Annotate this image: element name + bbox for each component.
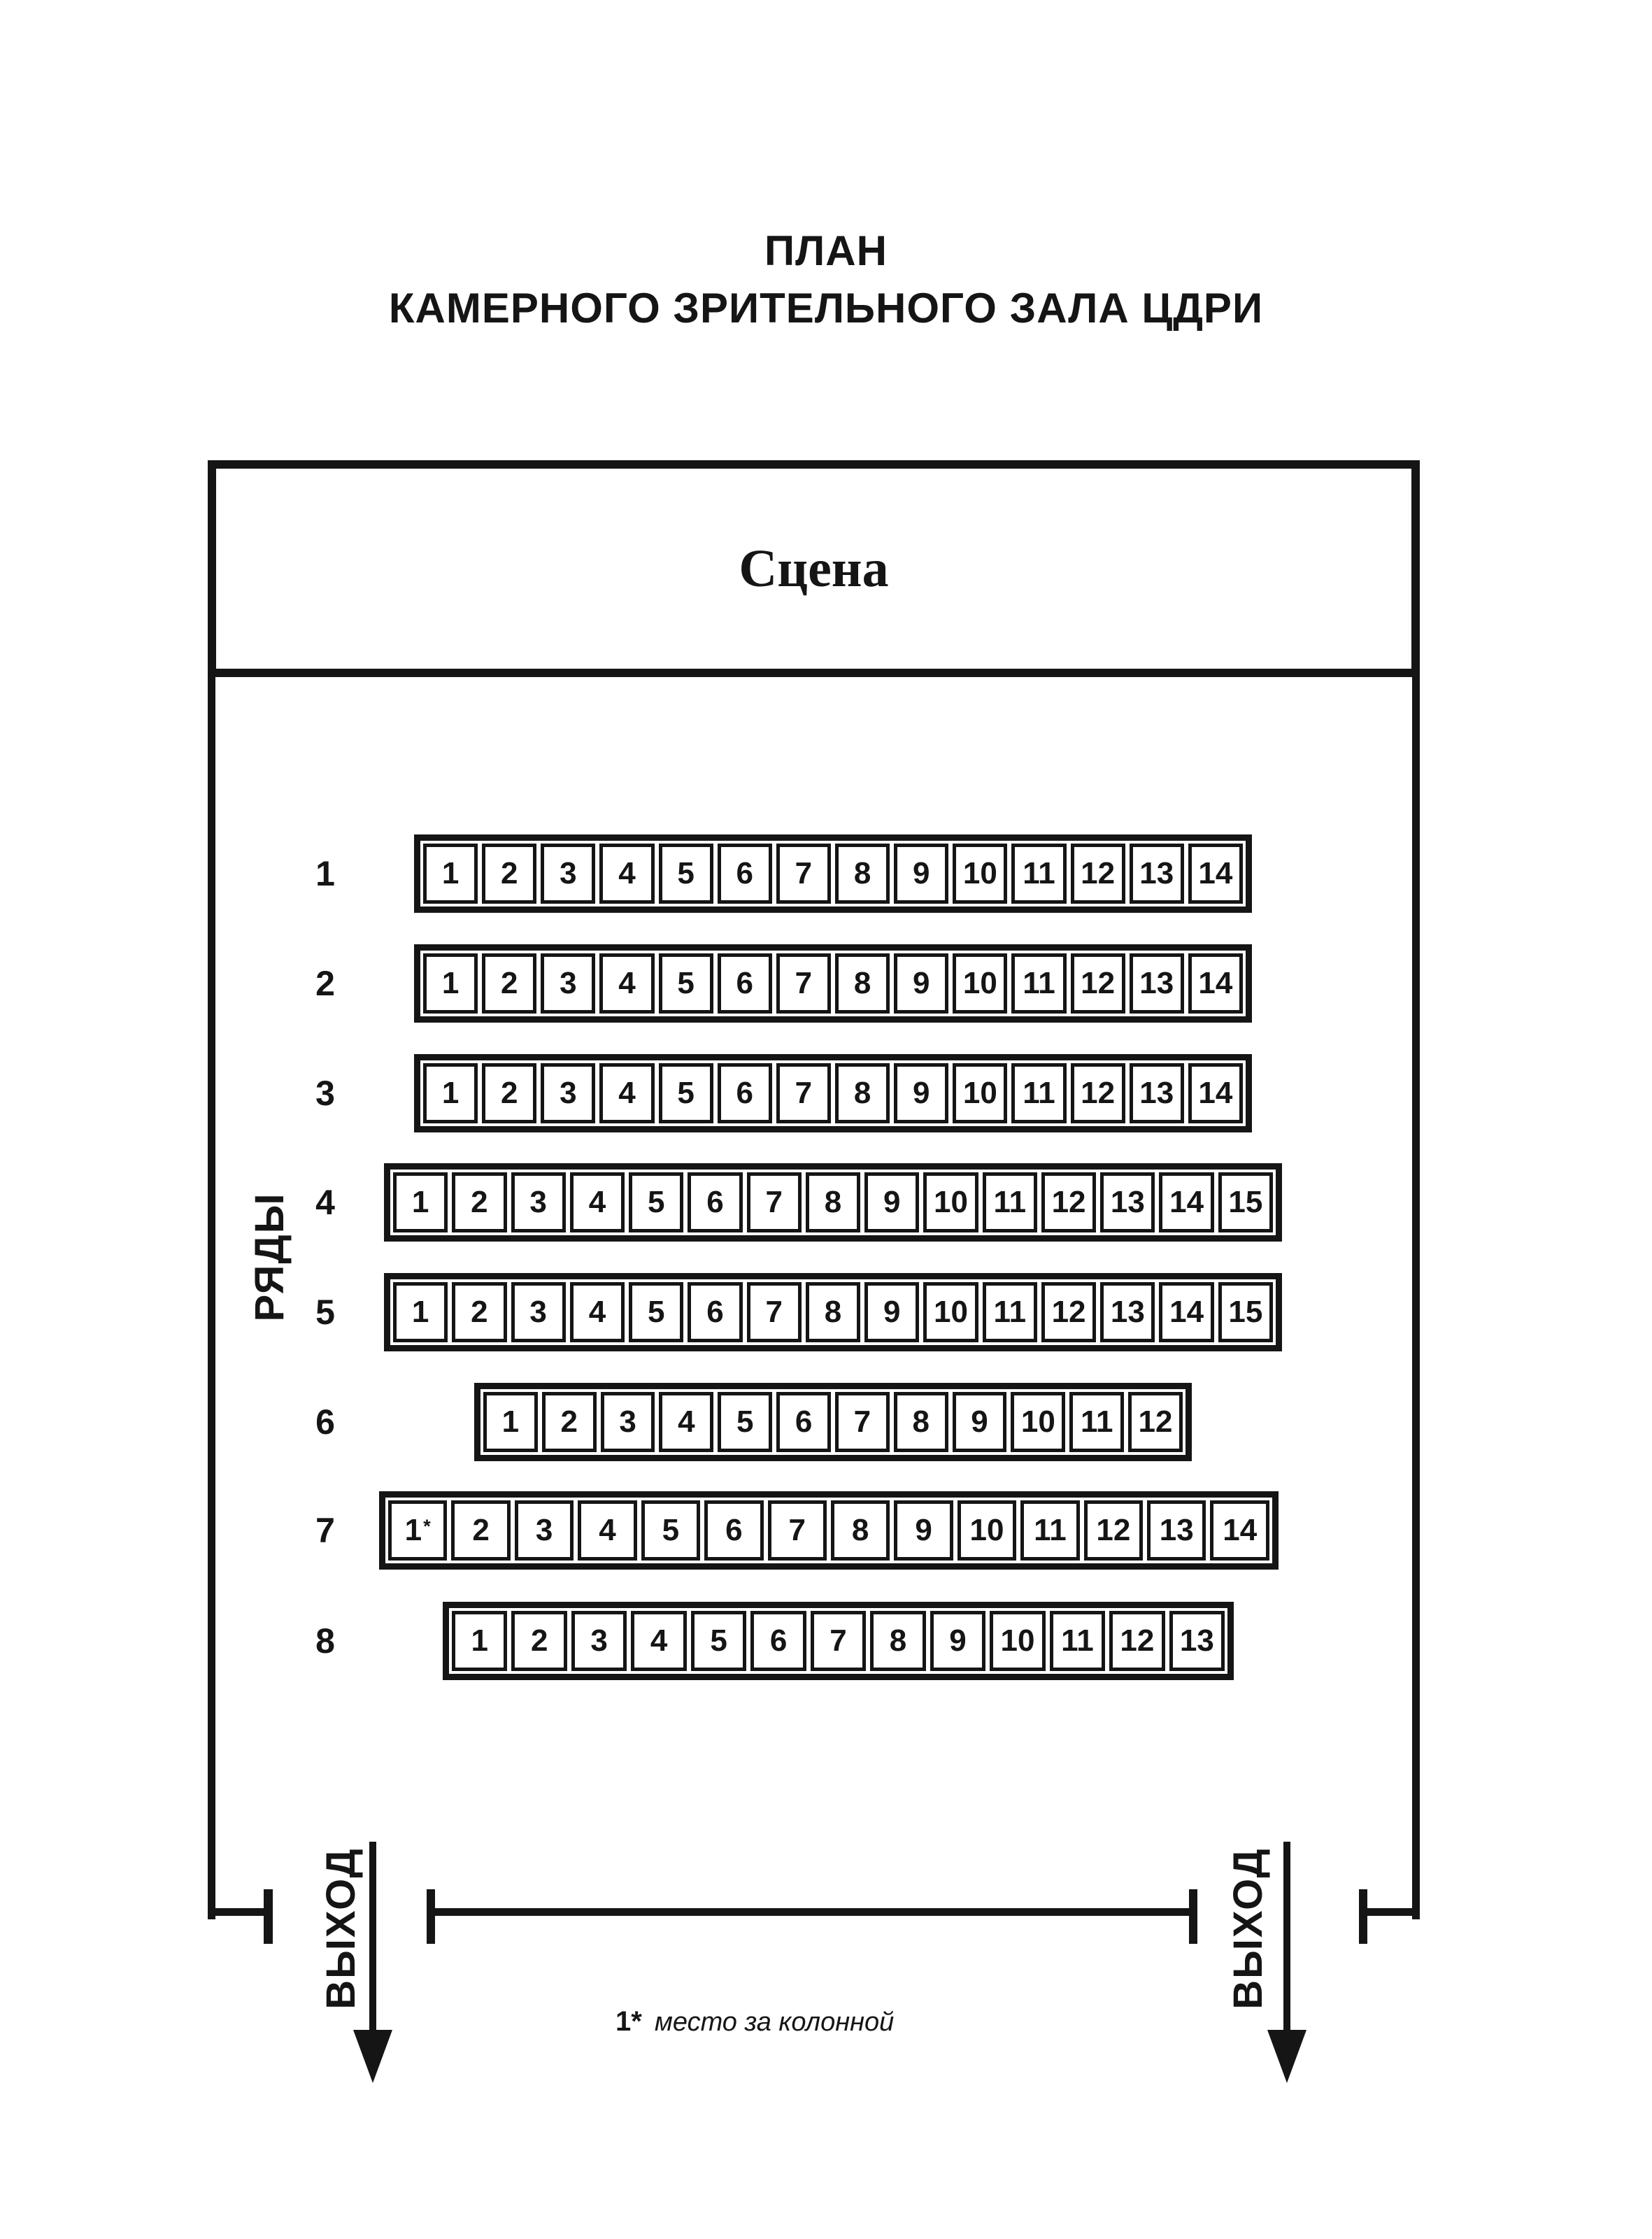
seat-2-14: 14 xyxy=(1188,953,1243,1014)
seat-6-11: 11 xyxy=(1069,1392,1124,1452)
seat-3-9: 9 xyxy=(894,1063,948,1123)
seat-row-4 xyxy=(384,1163,1282,1242)
seat-2-11: 11 xyxy=(1011,953,1066,1014)
seat-7-1: 1 * xyxy=(388,1500,447,1561)
seat-6-8: 8 xyxy=(894,1392,948,1452)
seat-4-5: 5 xyxy=(629,1172,683,1232)
seat-5-7: 7 xyxy=(747,1282,802,1342)
seat-4-1: 1 xyxy=(393,1172,448,1232)
seat-3-10: 10 xyxy=(953,1063,1007,1123)
seat-3-8: 8 xyxy=(835,1063,890,1123)
seat-1-10: 10 xyxy=(953,844,1007,904)
seat-6-9: 9 xyxy=(953,1392,1007,1452)
seat-3-5: 5 xyxy=(659,1063,713,1123)
seat-5-5: 5 xyxy=(629,1282,683,1342)
seat-7-8: 8 xyxy=(831,1500,890,1561)
seat-1-4: 4 xyxy=(599,844,654,904)
seat-7-7: 7 xyxy=(768,1500,827,1561)
seat-4-7: 7 xyxy=(747,1172,802,1232)
exit-arrow-right-shaft xyxy=(1283,1842,1290,2043)
seat-3-13: 13 xyxy=(1130,1063,1184,1123)
seat-7-2: 2 xyxy=(451,1500,510,1561)
seat-5-14: 14 xyxy=(1159,1282,1213,1342)
page-title-line2: КАМЕРНОГО ЗРИТЕЛЬНОГО ЗАЛА ЦДРИ xyxy=(388,285,1264,332)
seat-6-3: 3 xyxy=(601,1392,655,1452)
seat-row-8 xyxy=(443,1602,1234,1680)
seat-5-11: 11 xyxy=(983,1282,1037,1342)
seat-3-3: 3 xyxy=(541,1063,595,1123)
seat-6-12: 12 xyxy=(1128,1392,1183,1452)
seat-2-9: 9 xyxy=(894,953,948,1014)
rows-axis-label: РЯДЫ xyxy=(246,1192,292,1322)
hall-wall-right xyxy=(1412,677,1420,1919)
seat-2-6: 6 xyxy=(718,953,772,1014)
seat-1-11: 11 xyxy=(1011,844,1066,904)
seat-1-8: 8 xyxy=(835,844,890,904)
row-label-3: 3 xyxy=(315,1074,335,1113)
seat-5-3: 3 xyxy=(511,1282,566,1342)
seat-6-6: 6 xyxy=(776,1392,831,1452)
exit-arrow-right-down-icon xyxy=(1267,2030,1306,2083)
bottom-wall-right-segment xyxy=(1367,1908,1420,1916)
seat-1-12: 12 xyxy=(1071,844,1125,904)
page-title xyxy=(0,222,1652,337)
page-title-line1: ПЛАН xyxy=(764,227,888,274)
seat-1-1: 1 xyxy=(423,844,478,904)
seat-7-3: 3 xyxy=(515,1500,574,1561)
seat-8-12: 12 xyxy=(1109,1611,1165,1671)
exit-arrow-left-down-icon xyxy=(353,2030,392,2083)
seat-4-10: 10 xyxy=(923,1172,978,1232)
seat-row-1 xyxy=(414,834,1252,913)
footnote xyxy=(615,2006,1119,2038)
footnote-marker: 1* xyxy=(615,2006,642,2037)
row-label-6: 6 xyxy=(315,1402,335,1442)
seat-4-13: 13 xyxy=(1100,1172,1155,1232)
row-label-5: 5 xyxy=(315,1293,335,1332)
seat-6-1: 1 xyxy=(483,1392,538,1452)
seat-5-10: 10 xyxy=(923,1282,978,1342)
stage-label: Сцена xyxy=(739,539,889,598)
seat-8-10: 10 xyxy=(990,1611,1045,1671)
seat-8-3: 3 xyxy=(571,1611,627,1671)
row-label-8: 8 xyxy=(315,1621,335,1661)
seat-5-2: 2 xyxy=(452,1282,506,1342)
seat-4-3: 3 xyxy=(511,1172,566,1232)
seat-7-14: 14 xyxy=(1210,1500,1269,1561)
right-door-jamb-outer xyxy=(1359,1889,1367,1944)
seat-5-6: 6 xyxy=(688,1282,742,1342)
seat-8-5: 5 xyxy=(691,1611,746,1671)
seat-1-2: 2 xyxy=(482,844,536,904)
footnote-text: место за колонной xyxy=(654,2007,895,2037)
seat-2-3: 3 xyxy=(541,953,595,1014)
seat-7-9: 9 xyxy=(894,1500,953,1561)
row-label-1: 1 xyxy=(315,854,335,893)
seat-6-2: 2 xyxy=(542,1392,597,1452)
seat-1-9: 9 xyxy=(894,844,948,904)
seat-2-12: 12 xyxy=(1071,953,1125,1014)
seat-row-3 xyxy=(414,1054,1252,1132)
seat-row-5 xyxy=(384,1273,1282,1351)
left-door-jamb-outer xyxy=(264,1889,273,1944)
seat-5-4: 4 xyxy=(570,1282,625,1342)
seat-4-12: 12 xyxy=(1041,1172,1096,1232)
seat-6-4: 4 xyxy=(659,1392,713,1452)
seat-4-6: 6 xyxy=(688,1172,742,1232)
seat-8-9: 9 xyxy=(930,1611,985,1671)
seat-3-7: 7 xyxy=(776,1063,831,1123)
seat-6-7: 7 xyxy=(835,1392,890,1452)
seat-row-2 xyxy=(414,944,1252,1023)
row-label-2: 2 xyxy=(315,964,335,1003)
seat-5-12: 12 xyxy=(1041,1282,1096,1342)
seat-4-9: 9 xyxy=(864,1172,919,1232)
seat-6-10: 10 xyxy=(1011,1392,1065,1452)
seat-1-7: 7 xyxy=(776,844,831,904)
seat-8-7: 7 xyxy=(811,1611,866,1671)
seat-4-14: 14 xyxy=(1159,1172,1213,1232)
seat-3-14: 14 xyxy=(1188,1063,1243,1123)
seat-2-5: 5 xyxy=(659,953,713,1014)
seat-4-2: 2 xyxy=(452,1172,506,1232)
seat-7-6: 6 xyxy=(704,1500,763,1561)
seat-4-4: 4 xyxy=(570,1172,625,1232)
seat-5-9: 9 xyxy=(864,1282,919,1342)
seat-row-7 xyxy=(379,1491,1279,1570)
seat-3-12: 12 xyxy=(1071,1063,1125,1123)
seat-5-1: 1 xyxy=(393,1282,448,1342)
seat-8-1: 1 xyxy=(452,1611,507,1671)
seat-7-4: 4 xyxy=(578,1500,636,1561)
seat-2-2: 2 xyxy=(482,953,536,1014)
seat-2-7: 7 xyxy=(776,953,831,1014)
seat-8-11: 11 xyxy=(1050,1611,1105,1671)
seat-5-8: 8 xyxy=(806,1282,860,1342)
seat-2-13: 13 xyxy=(1130,953,1184,1014)
seat-3-1: 1 xyxy=(423,1063,478,1123)
bottom-wall-center-segment xyxy=(435,1908,1189,1916)
seat-6-5: 5 xyxy=(718,1392,772,1452)
seat-8-2: 2 xyxy=(511,1611,567,1671)
seat-1-5: 5 xyxy=(659,844,713,904)
seat-3-11: 11 xyxy=(1011,1063,1066,1123)
exit-arrow-left-shaft xyxy=(369,1842,376,2043)
seat-2-8: 8 xyxy=(835,953,890,1014)
seat-4-11: 11 xyxy=(983,1172,1037,1232)
row-label-4: 4 xyxy=(315,1183,335,1222)
seat-8-6: 6 xyxy=(750,1611,806,1671)
seat-2-4: 4 xyxy=(599,953,654,1014)
right-door-jamb-inner xyxy=(1189,1889,1197,1944)
seat-1-13: 13 xyxy=(1130,844,1184,904)
stage-box xyxy=(208,460,1420,677)
row-label-7: 7 xyxy=(315,1511,335,1550)
seat-4-15: 15 xyxy=(1218,1172,1273,1232)
seat-8-4: 4 xyxy=(631,1611,686,1671)
seat-2-10: 10 xyxy=(953,953,1007,1014)
seat-3-2: 2 xyxy=(482,1063,536,1123)
seat-7-13: 13 xyxy=(1147,1500,1206,1561)
seat-8-8: 8 xyxy=(870,1611,925,1671)
seat-row-6 xyxy=(474,1383,1192,1461)
seat-2-1: 1 xyxy=(423,953,478,1014)
seat-5-13: 13 xyxy=(1100,1282,1155,1342)
seat-3-4: 4 xyxy=(599,1063,654,1123)
hall-wall-left xyxy=(208,677,215,1919)
seat-8-13: 13 xyxy=(1169,1611,1225,1671)
exit-label-left: ВЫХОД xyxy=(318,1847,364,2010)
seat-1-3: 3 xyxy=(541,844,595,904)
seat-3-6: 6 xyxy=(718,1063,772,1123)
seat-7-10: 10 xyxy=(957,1500,1016,1561)
seat-1-6: 6 xyxy=(718,844,772,904)
seat-4-8: 8 xyxy=(806,1172,860,1232)
seat-5-15: 15 xyxy=(1218,1282,1273,1342)
seat-7-5: 5 xyxy=(641,1500,700,1561)
left-door-jamb-inner xyxy=(427,1889,435,1944)
seat-7-12: 12 xyxy=(1084,1500,1143,1561)
exit-label-right: ВЫХОД xyxy=(1225,1847,1271,2010)
seat-1-14: 14 xyxy=(1188,844,1243,904)
seat-7-11: 11 xyxy=(1020,1500,1079,1561)
